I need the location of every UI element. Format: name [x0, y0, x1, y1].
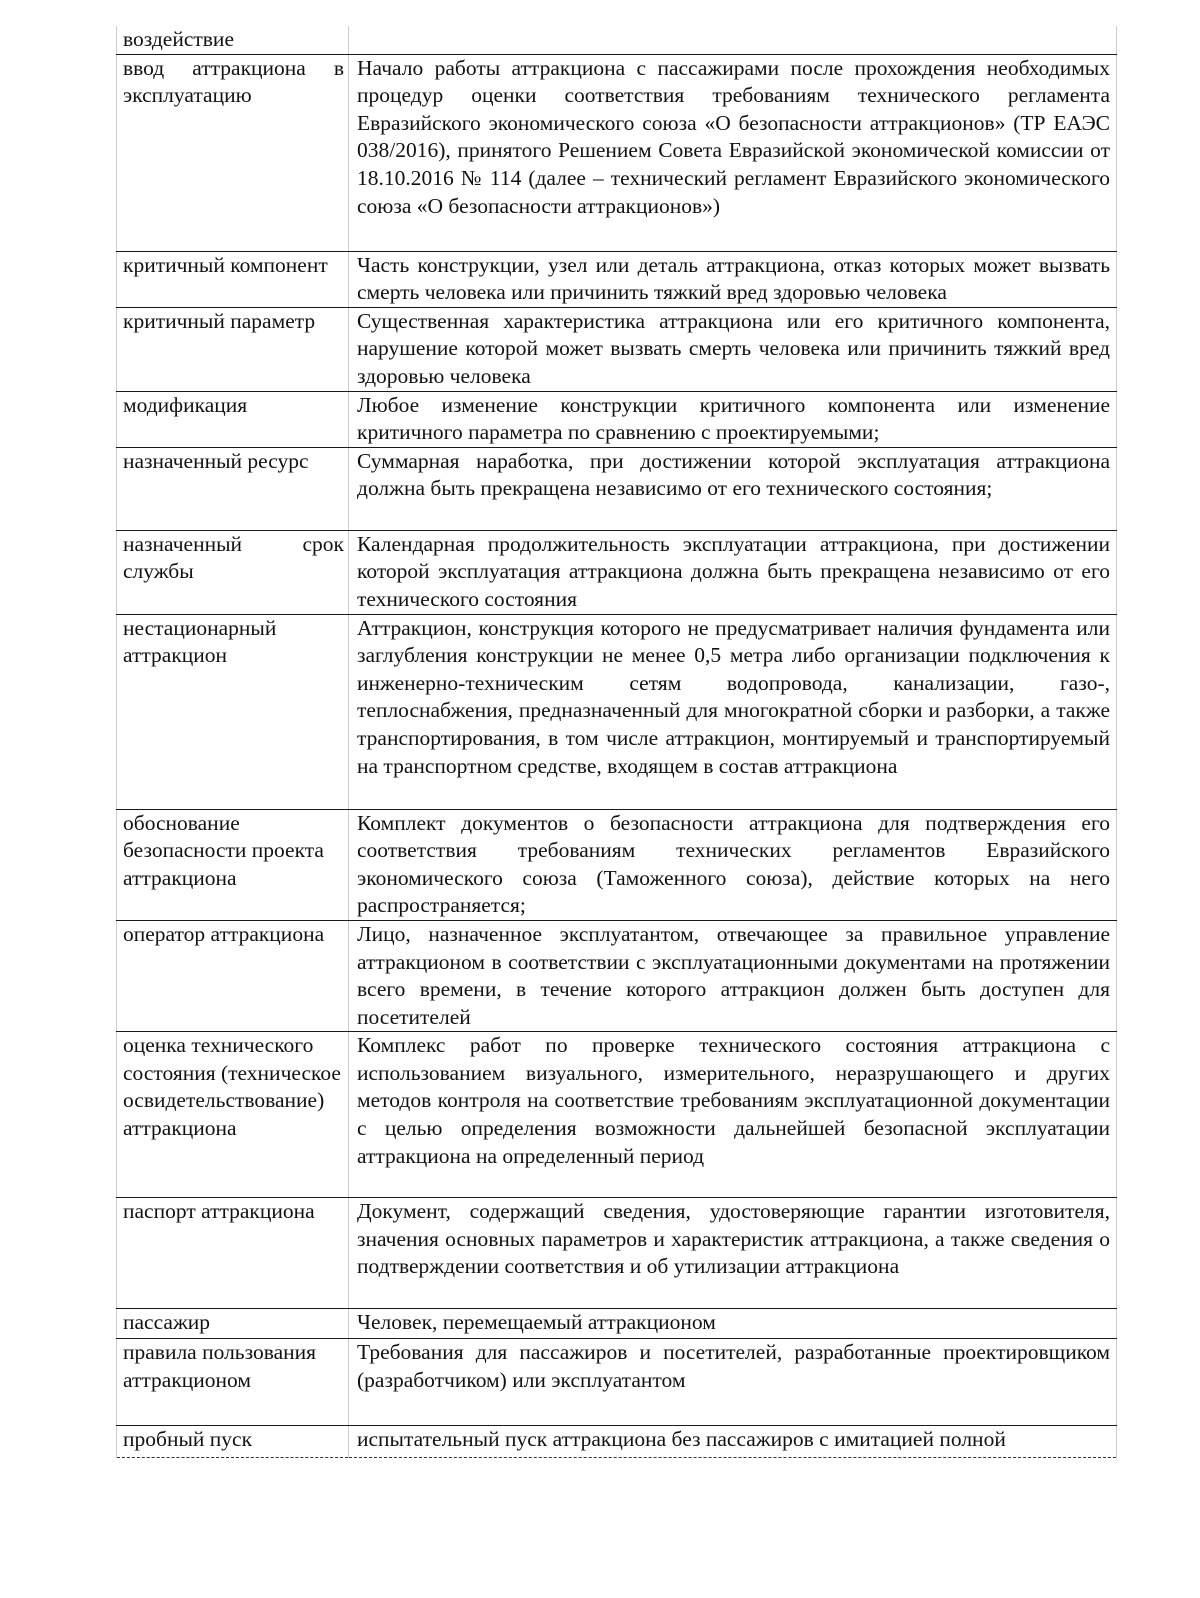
term-cell: оценка технического состояния (техническое освидетельствование) аттракциона — [117, 1032, 349, 1198]
definition-cell: Лицо, назначенное эксплуатантом, отвечающее за правильное управление аттракционом в соответствии с эксплуатационными документами на протяжении всего времени, в течение которого аттракцион должен быть доступен для посетителей — [349, 920, 1117, 1031]
table-row — [117, 1198, 1117, 1309]
term-cell: обоснование безопасности проекта аттракциона — [117, 809, 349, 920]
table-row — [117, 530, 1117, 614]
definition-cell: Комплект документов о безопасности аттракциона для подтверждения его соответствия требованиям технических регламентов Евразийского экономического союза (Таможенного союза), действие которых на него распространяется; — [349, 809, 1117, 920]
definition-cell: Аттракцион, конструкция которого не предусматривает наличия фундамента или заглубления конструкции не менее 0,5 метра либо организации подключения к инженерно-техническим сетям водопровода, канализации, газо-, теплоснабжения, предназначенный для многократной сборки и разборки, а также транспортирования, в том числе аттракцион, монтируемый и транспортируемый на транспортном средстве, входящем в состав аттракциона — [349, 614, 1117, 809]
table-row — [117, 251, 1117, 307]
term-cell: пассажир — [117, 1309, 349, 1339]
terms-table — [116, 26, 1117, 1458]
term-cell: правила пользования аттракционом — [117, 1339, 349, 1426]
table-row — [117, 1339, 1117, 1426]
definition-cell: Часть конструкции, узел или деталь аттракциона, отказ которых может вызвать смерть человека или причинить тяжкий вред здоровью человека — [349, 251, 1117, 307]
term-cell: модификация — [117, 391, 349, 447]
table-row — [117, 26, 1117, 54]
term-cell: критичный параметр — [117, 307, 349, 391]
table-row — [117, 54, 1117, 251]
term-cell: критичный компонент — [117, 251, 349, 307]
term-cell: паспорт аттракциона — [117, 1198, 349, 1309]
table-row — [117, 1309, 1117, 1339]
table-row — [117, 391, 1117, 447]
term-cell: оператор аттракциона — [117, 920, 349, 1031]
table-row — [117, 614, 1117, 809]
definition-cell: Человек, перемещаемый аттракционом — [349, 1309, 1117, 1339]
definition-cell: Календарная продолжительность эксплуатации аттракциона, при достижении которой эксплуатация аттракциона должна быть прекращена независимо от его технического состояния — [349, 530, 1117, 614]
term-cell: ввод аттракциона в эксплуатацию — [117, 54, 349, 251]
table-row — [117, 1032, 1117, 1198]
table-row — [117, 920, 1117, 1031]
definition-cell: испытательный пуск аттракциона без пассажиров с имитацией полной — [349, 1426, 1117, 1458]
table-row — [117, 307, 1117, 391]
definition-cell: Существенная характеристика аттракциона или его критичного компонента, нарушение которой может вызвать смерть человека или причинить тяжкий вред здоровью человека — [349, 307, 1117, 391]
table-row — [117, 1426, 1117, 1458]
term-cell: нестационарный аттракцион — [117, 614, 349, 809]
definition-cell: Документ, содержащий сведения, удостоверяющие гарантии изготовителя, значения основных параметров и характеристик аттракциона, а также сведения о подтверждении соответствия и об утилизации аттракциона — [349, 1198, 1117, 1309]
definition-cell: Комплекс работ по проверке технического состояния аттракциона с использованием визуального, измерительного, неразрушающего и других методов контроля на соответствие требованиям эксплуатационной документации с целью определения возможности дальнейшей безопасной эксплуатации аттракциона на определенный период — [349, 1032, 1117, 1198]
term-cell: воздействие — [117, 26, 349, 54]
definition-cell: Начало работы аттракциона с пассажирами после прохождения необходимых процедур оценки соответствия требованиям технического регламента Евразийского экономического союза «О безопасности аттракционов» (ТР ЕАЭС 038/2016), принятого Решением Совета Евразийской экономической комиссии от 18.10.2016 № 114 (далее – технический регламент Евразийского экономического союза «О безопасности аттракционов») — [349, 54, 1117, 251]
table-row — [117, 447, 1117, 530]
table-row — [117, 809, 1117, 920]
term-cell: назначенный ресурс — [117, 447, 349, 530]
definition-cell — [349, 26, 1117, 54]
definition-cell: Суммарная наработка, при достижении которой эксплуатация аттракциона должна быть прекращена независимо от его технического состояния; — [349, 447, 1117, 530]
definition-cell: Любое изменение конструкции критичного компонента или изменение критичного параметра по сравнению с проектируемыми; — [349, 391, 1117, 447]
term-cell: пробный пуск — [117, 1426, 349, 1458]
term-cell: назначенный срок службы — [117, 530, 349, 614]
definition-cell: Требования для пассажиров и посетителей, разработанные проектировщиком (разработчиком) или эксплуатантом — [349, 1339, 1117, 1426]
